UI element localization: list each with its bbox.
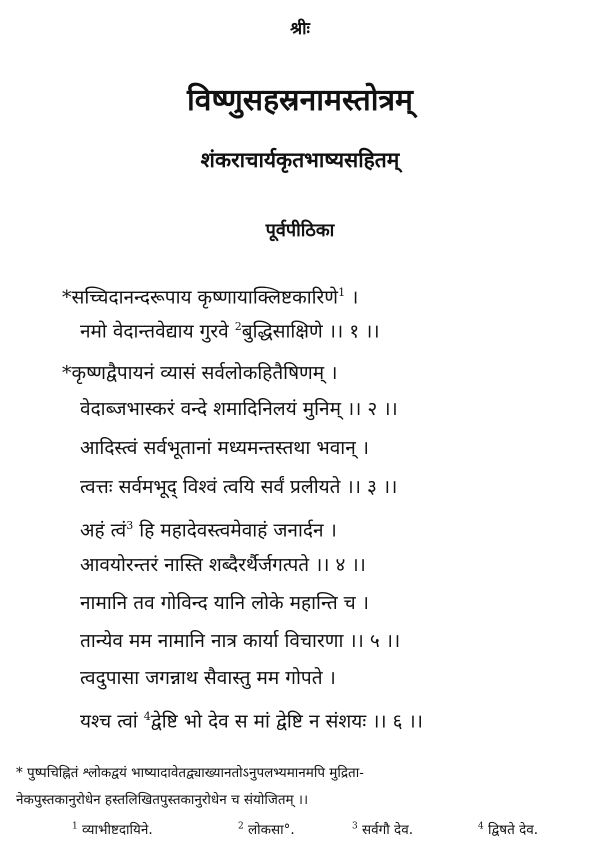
verse-line: आवयोरन्तरं नास्ति शब्दैरर्थैर्जगत्पते ।। ४ ।। [80, 554, 366, 576]
verse-line: त्वत्तः सर्वमभूद् विश्वं त्वयि सर्वं प्रलीयते ।। ३ ।। [80, 476, 398, 498]
footnote-ref: 2 [234, 320, 242, 333]
footnote-ref: 4 [143, 710, 151, 723]
verse-line: नामानि तव गोविन्द यानि लोके महान्ति च । [80, 592, 369, 614]
invocation: श्रीः [290, 19, 310, 39]
section-heading: पूर्वपीठिका [265, 220, 335, 241]
verse-line: त्वदुपासा जगन्नाथ सैवास्तु मम गोपते । [80, 667, 336, 689]
verse-line: वेदाब्जभास्करं वन्दे शमादिनिलयं मुनिम् ।। २ ।। [80, 398, 398, 420]
page-title: विष्णुसहस्रनामस्तोत्रम् [187, 83, 413, 118]
footnote-ref: 3 [126, 519, 134, 532]
verse-line: *सच्चिदानन्दरूपाय कृष्णायाक्लिष्टकारिणे$^1$ । [62, 286, 359, 309]
verse-line: तान्येव मम नामानि नात्र कार्या विचारणा ।। ५ ।। [80, 630, 401, 652]
verse-line: आदिस्त्वं सर्वभूतानां मध्यमन्तस्तथा भवान् । [80, 437, 370, 459]
variant-reading: $^2$ लोकसा°. [238, 821, 295, 838]
subtitle: शंकराचार्यकृतभाष्यसहितम् [200, 147, 400, 172]
footnote-line: नेकपुस्तकानुरोधेन हस्तलिखितपुस्तकानुरोधेन च संयोजितम् ।। [16, 792, 309, 808]
verse-line: *कृष्णद्वैपायनं व्यासं सर्वलोकहितैषिणम् । [62, 362, 338, 384]
variant-reading: $^3$ सर्वगौ देव. [352, 821, 414, 838]
variant-reading: $^4$ द्विषते देव. [478, 821, 539, 838]
verse-line: अहं त्वं$^3$ हि महादेवस्त्वमेवाहं जनार्दन । [80, 519, 337, 542]
footnote [16, 760, 592, 814]
footnote-line: * पुष्पचिह्नितं श्लोकद्वयं भाष्यादावेतद्व्याख्यानतोऽनुपलभ्यमानमपि मुद्रिता- [16, 765, 364, 781]
verse-line: नमो वेदान्तवेद्याय गुरवे $^2$बुद्धिसाक्षिणे ।। १ ।। [80, 320, 380, 343]
variant-reading: $^1$ व्याभीष्टदायिने. [72, 821, 153, 838]
footnote-ref: 1 [338, 286, 346, 299]
verse-line: यश्च त्वां $^4$द्वेष्टि भो देव स मां द्वेष्टि न संशयः ।। ६ ।। [80, 710, 423, 733]
